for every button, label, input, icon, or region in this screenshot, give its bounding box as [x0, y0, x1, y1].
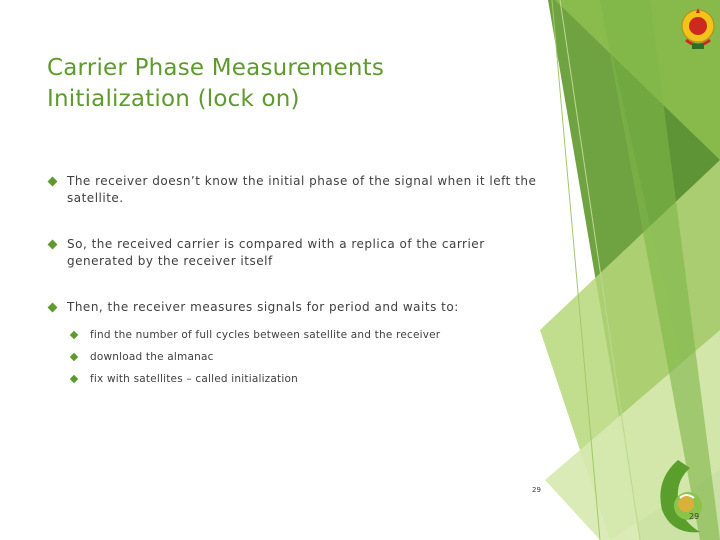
- bullet-text: Then, the receiver measures signals for period and waits to:: [67, 300, 459, 314]
- diamond-bullet-icon: [70, 331, 78, 339]
- diamond-bullet-icon: [48, 177, 58, 187]
- diamond-bullet-icon: [70, 375, 78, 383]
- sub-bullet-text: find the number of full cycles between satellite and the receiver: [90, 329, 441, 341]
- diamond-bullet-icon: [48, 240, 58, 250]
- diamond-bullet-icon: [70, 353, 78, 361]
- bullet-list: [46, 173, 546, 394]
- bullet-text: The receiver doesn’t know the initial phase of the signal when it left the satellite.: [67, 174, 537, 205]
- logo-page-number: 29: [689, 512, 700, 521]
- bullet-item: [46, 236, 546, 270]
- sub-bullet-text: download the almanac: [90, 351, 214, 363]
- terra-segura-logo-icon: [650, 440, 720, 540]
- national-emblem-icon: [678, 4, 718, 56]
- slide-title: [47, 53, 527, 115]
- sub-bullet-text: fix with satellites – called initialization: [90, 373, 298, 385]
- title-line-1: Carrier Phase Measurements: [47, 55, 385, 81]
- page-number: 29: [532, 486, 541, 494]
- bullet-text: So, the received carrier is compared with a replica of the carrier generated by the receiver itself: [67, 237, 485, 268]
- sub-bullet-list: [46, 328, 546, 387]
- bullet-item: [46, 299, 546, 316]
- title-line-2: Initialization (lock on): [47, 86, 300, 112]
- diamond-bullet-icon: [48, 303, 58, 313]
- bullet-item: [46, 173, 546, 207]
- sub-bullet-item: [68, 328, 546, 343]
- sub-bullet-item: [68, 372, 546, 387]
- sub-bullet-item: [68, 350, 546, 365]
